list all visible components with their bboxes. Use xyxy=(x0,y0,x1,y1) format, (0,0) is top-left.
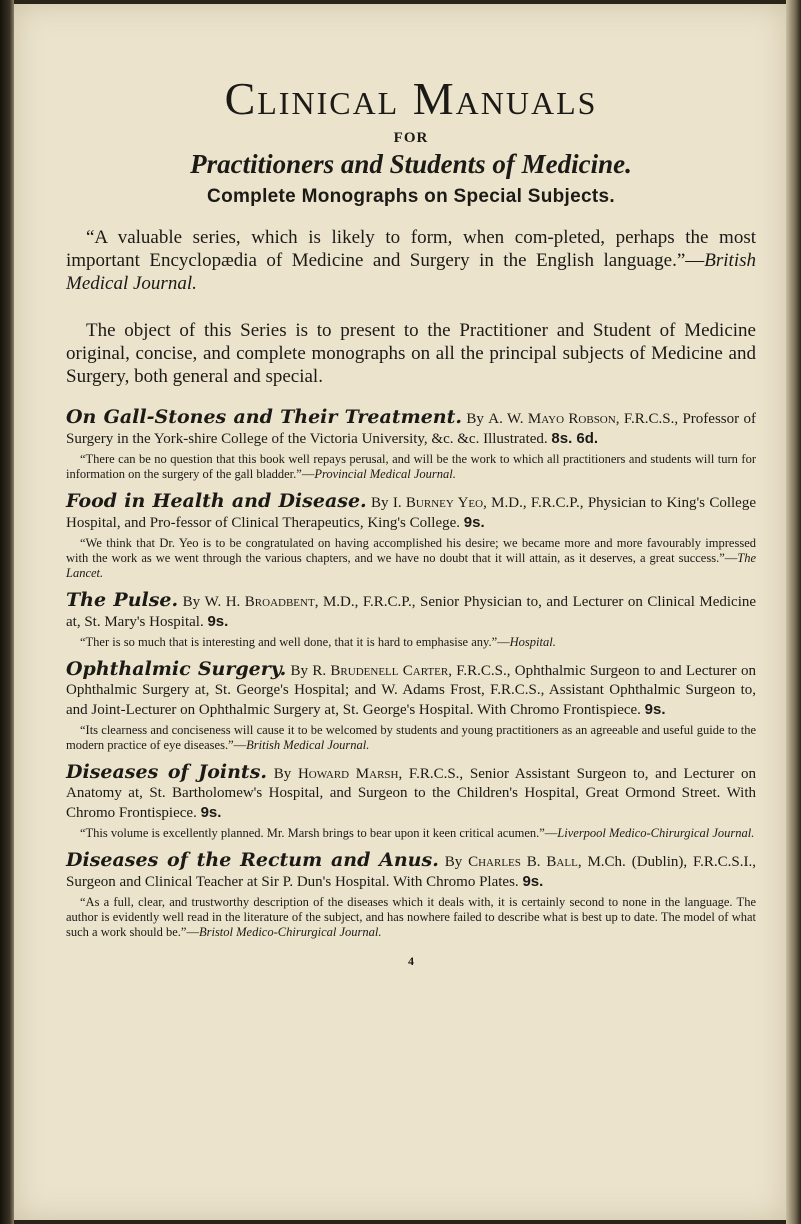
review-source: Bristol Medico-Chirurgical Journal. xyxy=(198,925,382,939)
page xyxy=(14,4,786,1220)
book-title: On Gall-Stones and Their Treatment. xyxy=(66,406,462,428)
book-details: , M.D., F.R.C.P., Senior Physician to, and Lecturer on Clinical Medicine at, St. Mary's Hospital. xyxy=(66,594,757,630)
book-by: By xyxy=(286,663,313,679)
book-details: , F.R.C.S., Senior Assistant Surgeon to, and Lecturer on Anatomy at, St. Bartholomew's Hospital, and Surgeon to the Children's Hospital, Great Ormond Street. With Chromo Frontispiece. xyxy=(66,766,756,821)
book-title: Ophthalmic Surgery. xyxy=(66,658,287,680)
book-title: Food in Health and Disease. xyxy=(66,490,367,512)
series-subtitle: Practitioners and Students of Medicine. xyxy=(190,149,632,179)
book-author: R. Brudenell Carter xyxy=(312,663,449,679)
book-details: , F.R.C.S., Ophthalmic Surgeon to and Lecturer on Ophthalmic Surgery at, St. George's Hospital; and W. Adams Frost, F.R.C.S., Assistant Ophthalmic Surgeon to, and Joint-Lecturer on Ophthalmic Surgery at, St. George's Hospital. With Chromo Frontispiece. xyxy=(66,663,756,718)
book-details: , M.Ch. (Dublin), F.R.C.S.I., Surgeon and Clinical Teacher at Sir P. Dun's Hospital. With Chromo Plates. xyxy=(66,854,756,890)
book-price: 9s. xyxy=(644,701,666,718)
book-review xyxy=(66,536,756,581)
page-edge xyxy=(786,0,801,1224)
review-text: “There can be no question that this book well repays perusal, and will be the work to which all practitioners and students will turn for information on the surgery of the gall bladder.”— xyxy=(66,452,756,481)
page-number: 4 xyxy=(408,954,414,968)
book-entry xyxy=(66,408,756,482)
book-entry xyxy=(66,851,756,940)
for-label: FOR xyxy=(393,130,429,146)
book-by: By xyxy=(178,594,205,610)
book-author: A. W. Mayo Robson xyxy=(488,411,616,427)
intro-body: The object of this Series is to present to the Practitioner and Student of Medicine original, concise, and complete monographs on all the principal subjects of Medicine and Surgery, both general and special. xyxy=(66,320,756,387)
intro-quote-source: British Medical Journal. xyxy=(66,250,756,294)
book-title: Diseases of the Rectum and Anus. xyxy=(66,849,439,871)
book-details: , F.R.C.S., Professor of Surgery in the York-shire College of the Victoria University, &c. &c. Illustrated. xyxy=(66,411,756,447)
book-heading xyxy=(66,763,756,823)
book-review xyxy=(66,826,756,841)
book-price: 9s. xyxy=(522,873,544,890)
book-review xyxy=(66,895,756,940)
book-title: The Pulse. xyxy=(66,589,179,611)
review-source: The Lancet. xyxy=(66,551,756,580)
review-source: Hospital. xyxy=(509,635,556,649)
intro-quote-text: “A valuable series, which is likely to form, when com-pleted, perhaps the most important Encyclopædia of Medicine and Surgery in the English language.”— xyxy=(66,227,756,271)
book-price: 9s. xyxy=(207,613,229,630)
book-title: Diseases of Joints. xyxy=(66,761,268,783)
series-tagline: Complete Monographs on Special Subjects. xyxy=(207,186,615,207)
book-author: Howard Marsh xyxy=(297,766,399,782)
book-heading xyxy=(66,408,756,449)
book-heading xyxy=(66,591,756,632)
review-text: “Ther is so much that is interesting and well done, that it is hard to emphasise any.”— xyxy=(80,635,510,649)
book-details: , M.D., F.R.C.P., Physician to King's College Hospital, and Pro-fessor of Clinical Therapeutics, King's College. xyxy=(66,495,756,531)
review-source: British Medical Journal. xyxy=(246,738,370,752)
book-review xyxy=(66,635,756,650)
book-gutter xyxy=(0,0,14,1224)
book-author: I. Burney Yeo xyxy=(392,495,484,511)
review-text: “This volume is excellently planned. Mr. Marsh brings to bear upon it keen critical acumen.”— xyxy=(80,826,558,840)
book-review xyxy=(66,452,756,482)
book-heading xyxy=(66,492,756,533)
book-author: Charles B. Ball xyxy=(468,854,578,870)
book-author: W. H. Broadbent xyxy=(204,594,315,610)
book-price: 8s. 6d. xyxy=(551,430,599,447)
book-by: By xyxy=(462,411,489,427)
book-entry xyxy=(66,492,756,581)
book-list xyxy=(66,408,756,940)
review-text: “As a full, clear, and trustworthy description of the diseases which it deals with, it is certainly second to none in the language. The author is evidently well read in the literature of the subject, and has nowhere failed to describe what is best up to date. The model of what such a work should be.”— xyxy=(66,895,756,939)
book-by: By xyxy=(438,854,469,870)
book-heading xyxy=(66,851,756,892)
page-content xyxy=(66,74,756,969)
book-price: 9s. xyxy=(463,514,485,531)
review-source: Liverpool Medico-Chirurgical Journal. xyxy=(557,826,755,840)
series-title: Clinical Manuals xyxy=(224,73,598,124)
review-text: “We think that Dr. Yeo is to be congratulated on having accomplished his desire; we became more and more favourably impressed with the work as we went through the various chapters, and we have no doubt that it will attain, as it deserves, a great success.”— xyxy=(66,536,756,565)
book-entry xyxy=(66,591,756,650)
review-source: Provincial Medical Journal. xyxy=(314,467,456,481)
book-by: By xyxy=(366,495,393,511)
intro-quote xyxy=(66,226,756,295)
book-entry xyxy=(66,660,756,753)
book-review xyxy=(66,723,756,753)
book-price: 9s. xyxy=(200,804,222,821)
review-text: “Its clearness and conciseness will cause it to be welcomed by students and young practitioners as an agreeable and useful guide to the modern practice of eye diseases.”— xyxy=(66,723,756,752)
book-heading xyxy=(66,660,756,720)
book-entry xyxy=(66,763,756,841)
book-by: By xyxy=(267,766,298,782)
